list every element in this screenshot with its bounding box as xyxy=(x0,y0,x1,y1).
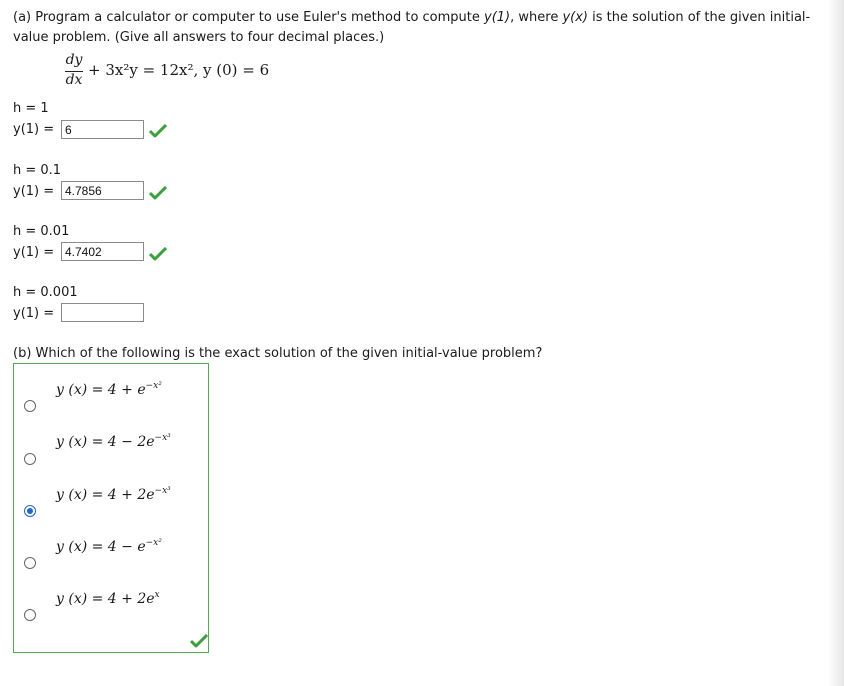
check-icon xyxy=(190,634,208,648)
step-label: h = 0.01 xyxy=(13,224,70,239)
step-label: h = 0.1 xyxy=(13,163,62,178)
result-label: y(1) = xyxy=(13,245,55,260)
option-radio[interactable] xyxy=(24,557,36,569)
check-icon xyxy=(149,247,167,261)
option-label: y $(x) = 4 + 2e^x$ xyxy=(56,590,160,607)
answer-options-box xyxy=(13,363,209,653)
result-label: y(1) = xyxy=(13,184,55,199)
result-label: y(1) = xyxy=(13,306,55,321)
option-label: y $(x) = 4 + e^{-x^2}$ xyxy=(56,381,162,398)
option-label: y $(x) = 4 - 2e^{-x^3}$ xyxy=(56,433,171,450)
fraction-numerator: dy xyxy=(65,52,83,68)
step-label: h = 1 xyxy=(13,101,49,116)
part-b-question: (b) Which of the following is the exact solution of the given initial-value problem? xyxy=(13,346,543,361)
page-edge-shade xyxy=(828,0,844,686)
answer-input[interactable]: 4.7402 xyxy=(61,242,144,261)
option-radio[interactable] xyxy=(24,400,36,412)
option-radio-selected[interactable] xyxy=(24,505,36,517)
option-radio[interactable] xyxy=(24,609,36,621)
check-icon xyxy=(149,186,167,200)
step-label: h = 0.001 xyxy=(13,285,78,300)
answer-input-empty[interactable] xyxy=(61,303,144,322)
answer-input[interactable]: 6 xyxy=(61,120,144,139)
check-icon xyxy=(149,124,167,138)
option-label: y $(x) = 4 - e^{-x^2}$ xyxy=(56,538,162,555)
fraction-denominator: dx xyxy=(65,72,83,88)
option-label: y $(x) = 4 + 2e^{-x^3}$ xyxy=(56,486,171,503)
option-radio[interactable] xyxy=(24,453,36,465)
answer-input[interactable]: 4.7856 xyxy=(61,181,144,200)
result-label: y(1) = xyxy=(13,122,55,137)
equation-rest: + 3x²y = 12x², y (0) = 6 xyxy=(88,61,270,79)
part-a-prompt: (a) Program a calculator or computer to use Euler's method to compute y(1), where y(x) is the solution of the given initial-value problem. (Give all answers to four decimal places.) xyxy=(13,10,811,45)
